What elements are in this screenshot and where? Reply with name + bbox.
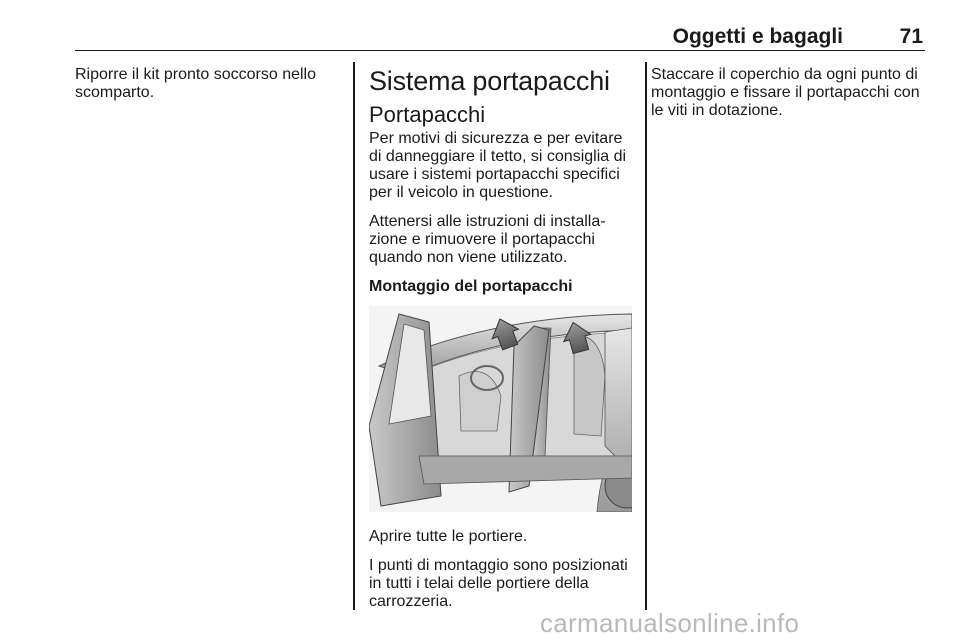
page-header — [75, 22, 925, 51]
column-middle — [369, 66, 635, 622]
paragraph-open-doors: Aprire tutte le portiere. — [369, 528, 528, 545]
paragraph-mount-points: I punti di montaggio sono posizionati in tutti i telai delle portiere della carrozzeria. — [369, 557, 628, 610]
paragraph-instructions: Attenersi alle istruzioni di installa-zione e rimuovere il portapacchi quando non viene utilizzato. — [369, 213, 606, 266]
page-number: 71 — [899, 25, 923, 48]
header-title: Oggetti e bagagli — [672, 25, 843, 48]
paragraph-first-aid: Riporre il kit pronto soccorso nello scomparto. — [75, 66, 316, 101]
watermark: carmanualsonline.info — [540, 608, 800, 638]
column-left — [75, 66, 337, 113]
car-open-doors-illustration — [369, 306, 632, 512]
mounting-title: Montaggio del portapacchi — [369, 278, 573, 295]
column-right — [651, 66, 933, 131]
paragraph-fasten: Staccare il coperchio da ogni punto di montaggio e fissare il portapacchi con le viti in dotazione. — [651, 66, 920, 119]
paragraph-safety: Per motivi di sicurezza e per evitare di danneggiare il tetto, si consiglia di usare i sistemi portapacchi specifici per il veicolo in questione. — [369, 130, 627, 201]
column-divider-right — [645, 62, 647, 610]
column-divider-left — [353, 62, 355, 610]
section-heading: Sistema portapacchi — [369, 66, 610, 96]
section-subheading: Portapacchi — [369, 102, 486, 127]
